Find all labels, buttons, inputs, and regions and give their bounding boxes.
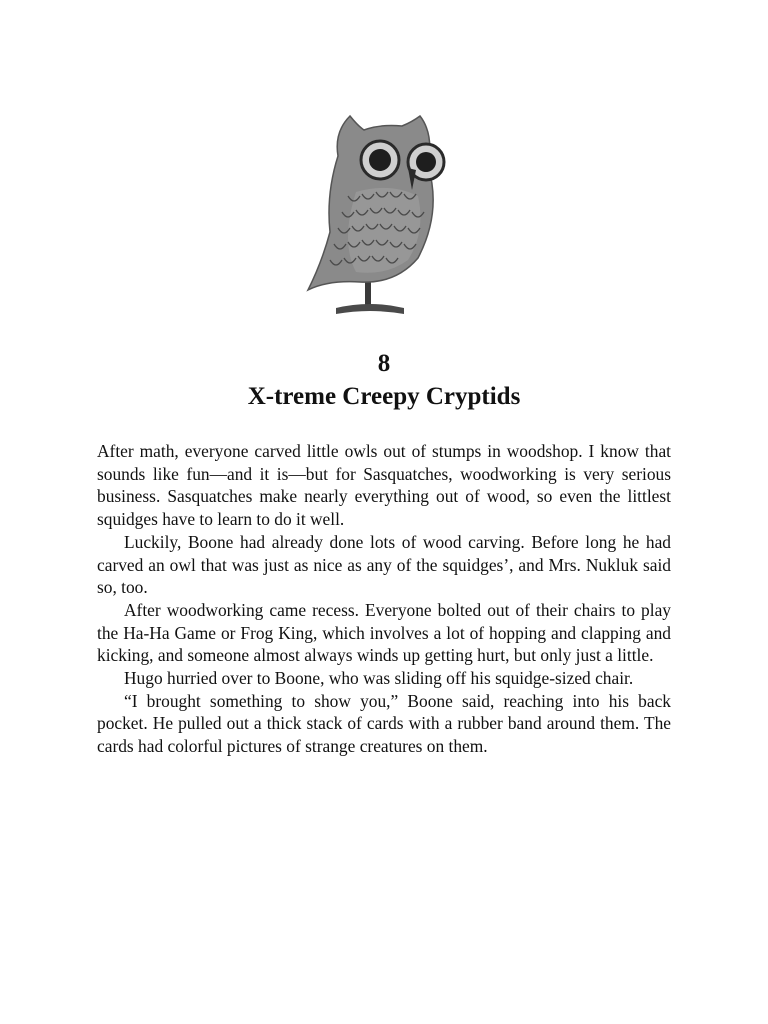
paragraph: After math, everyone carved little owls out of stumps in woodshop. I know that sounds like fun—and it is—but for Sasquatches, woodworking is very serious business. Sasquatches make nearly everything out of wood, so even the littlest squidges have to learn to do it well. — [97, 441, 671, 530]
chapter-body — [97, 440, 671, 758]
paragraph: After woodworking came recess. Everyone bolted out of their chairs to play the Ha-Ha Game or Frog King, which involves a lot of hopping and clapping and kicking, and someone almost always winds up getting hurt, but only just a little. — [97, 599, 671, 666]
owl-icon — [300, 112, 472, 322]
paragraph: Luckily, Boone had already done lots of wood carving. Before long he had carved an owl that was just as nice as any of the squidges’, and Mrs. Nukluk said so, too. — [97, 531, 671, 598]
chapter-title: X-treme Creepy Cryptids — [247, 383, 521, 410]
paragraph: “I brought something to show you,” Boone said, reaching into his back pocket. He pulled out a thick stack of cards with a rubber band around them. The cards had colorful pictures of strange creatures on them. — [97, 690, 671, 757]
paragraph: Hugo hurried over to Boone, who was sliding off his squidge-sized chair. — [124, 668, 634, 689]
chapter-number: 8 — [377, 350, 391, 377]
owl-illustration — [300, 112, 472, 322]
